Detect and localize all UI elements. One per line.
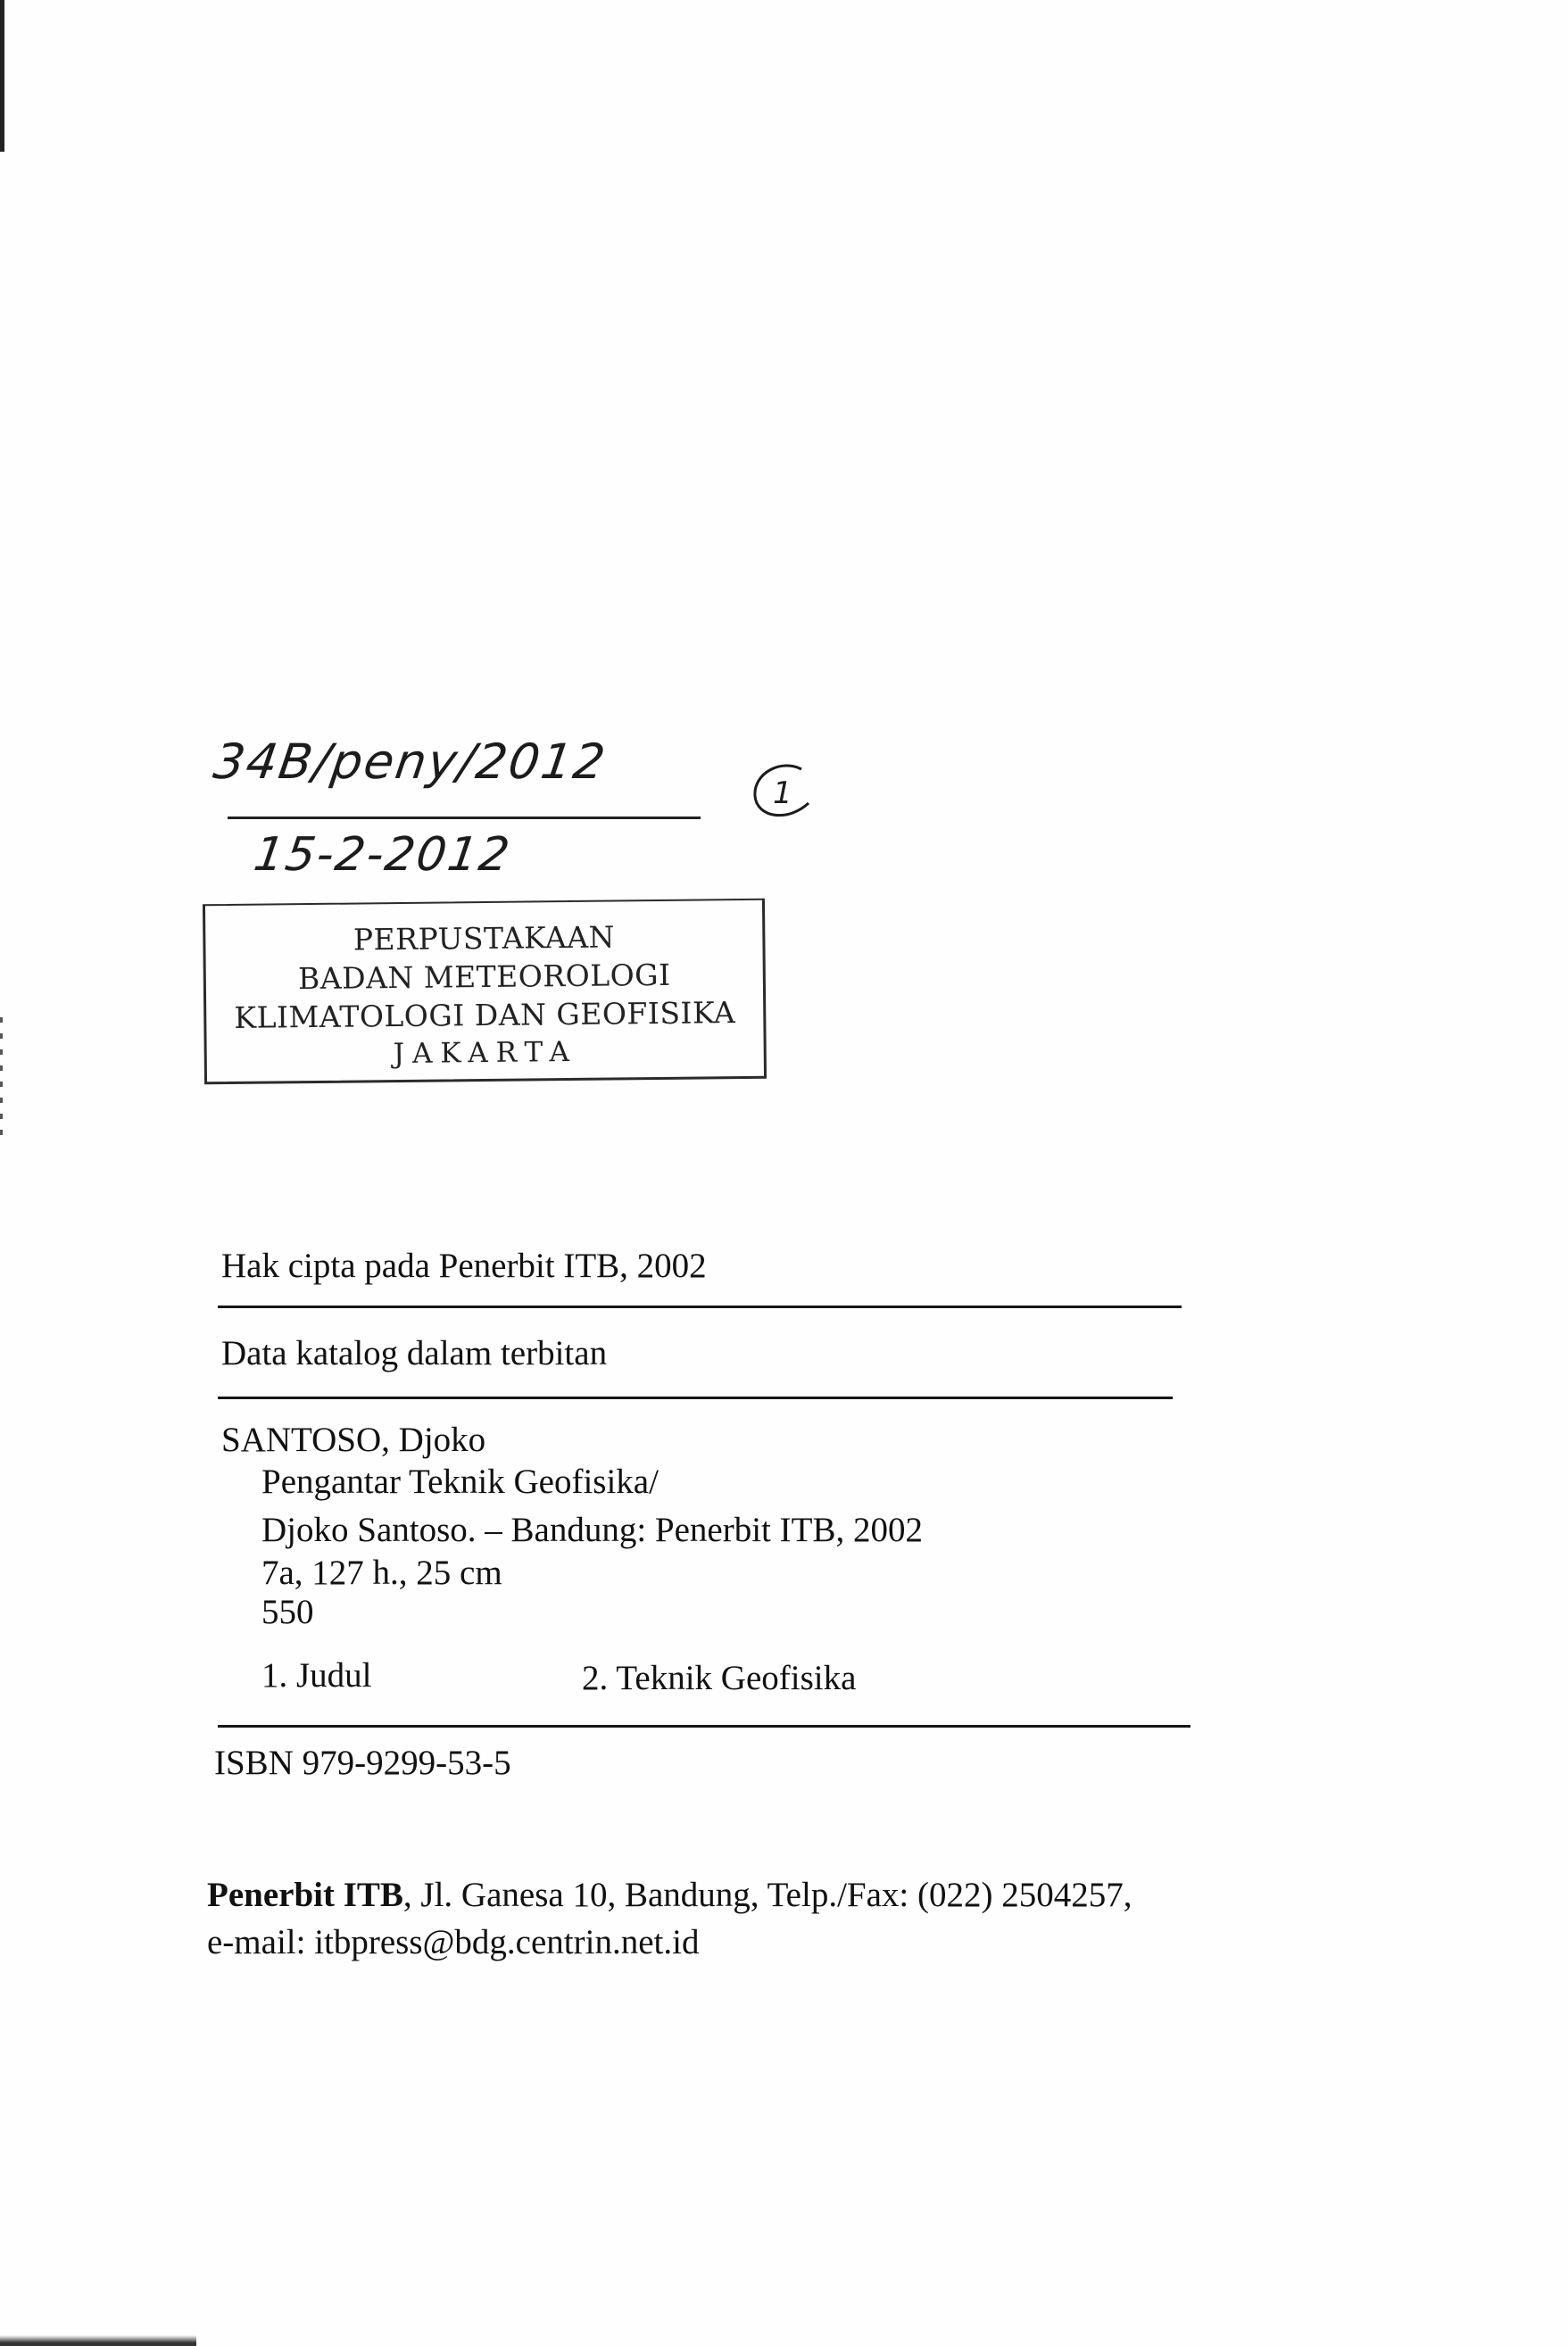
catalog-heading: Data katalog dalam terbitan (221, 1334, 608, 1372)
stamp-line-agency: BADAN METEOROLOGI (297, 957, 671, 997)
catalog-statement: Djoko Santoso. – Bandung: Penerbit ITB, 2002 (261, 1511, 923, 1549)
handwritten-accession-number: 34B/peny/2012 (210, 734, 610, 790)
circled-number-mark (746, 757, 817, 828)
copyright-notice: Hak cipta pada Penerbit ITB, 2002 (221, 1247, 707, 1285)
catalog-subject-1: 1. Judul (261, 1656, 372, 1695)
catalog-classification: 550 (261, 1593, 314, 1631)
publisher-address: , Jl. Ganesa 10, Bandung, Telp./Fax: (022) 2504257, (402, 1876, 1132, 1914)
scan-bottom-shadow (0, 2335, 196, 2346)
stamp-line-library: PERPUSTAKAAN (353, 919, 616, 957)
scan-edge-marks (0, 1017, 3, 1142)
catalog-pages: 7a, 127 h., 25 cm (261, 1554, 502, 1592)
catalog-title: Pengantar Teknik Geofisika/ (261, 1463, 659, 1501)
stamp-line-agency-cont: KLIMATOLOGI DAN GEOFISIKA (234, 995, 736, 1035)
rule-3 (218, 1725, 1191, 1728)
rule-2 (218, 1397, 1173, 1399)
publisher-name: Penerbit ITB (207, 1876, 403, 1914)
isbn: ISBN 979-9299-53-5 (214, 1744, 511, 1782)
rule-1 (218, 1306, 1182, 1308)
circled-number-text: 1 (773, 775, 792, 811)
publisher-address-line (207, 1875, 1132, 1916)
scan-edge-shadow (0, 0, 4, 152)
catalog-subject-2: 2. Teknik Geofisika (582, 1659, 857, 1697)
stamp-line-city: JAKARTA (393, 1035, 578, 1071)
library-stamp (203, 899, 767, 1085)
handwritten-underline (228, 817, 701, 819)
publisher-email: e-mail: itbpress@bdg.centrin.net.id (207, 1923, 700, 1961)
catalog-author: SANTOSO, Djoko (221, 1421, 486, 1459)
handwritten-date: 15-2-2012 (250, 828, 515, 882)
